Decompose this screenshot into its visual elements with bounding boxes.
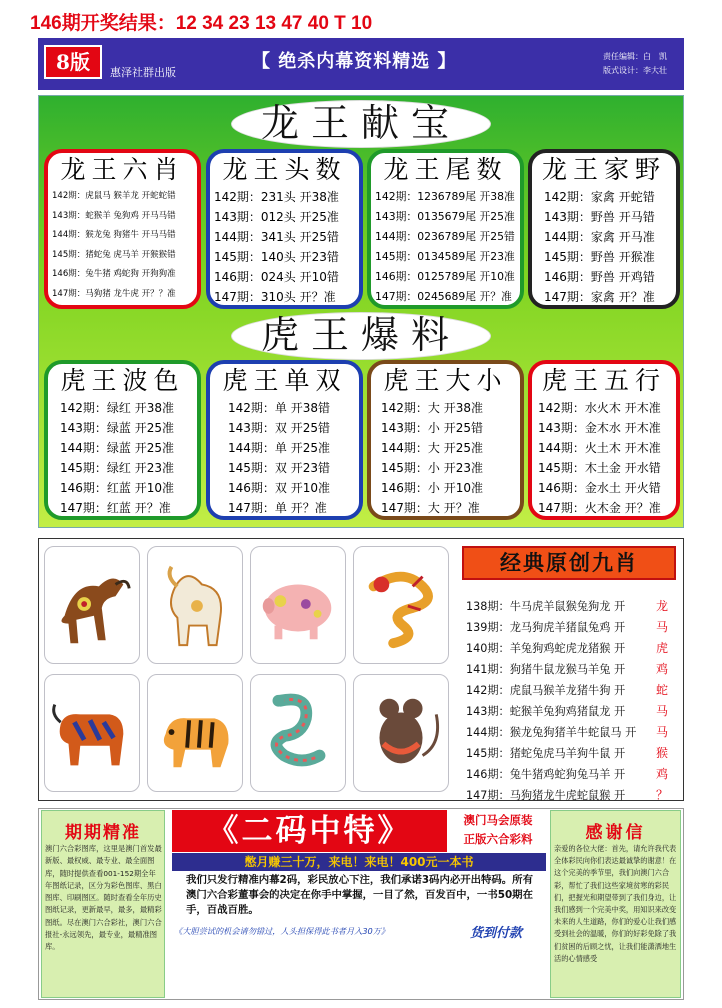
left-box-text: 澳门六合彩图库，这里是澳门首发最新版、最权威、最专业、最全面图库，随时提供查看001-152期全年年图纸记录，区分为彩色图库、黑白图库、印刷图区。随时查看全年历史图纸记录，更新最早，最多，最精彩图纸。尽在澳门六合彩社，澳门六合报社-永远领先，最专业，最精准图库。 [45, 844, 162, 952]
card-row: 144期：341头 开25错 [214, 230, 339, 244]
card-row: 142期：1236789尾 开38准 [375, 190, 515, 203]
card-row: 142期：231头 开38准 [214, 190, 339, 204]
card-row: 147期：大 开？准 [381, 501, 480, 515]
card-row: 143期：绿蓝 开25准 [60, 421, 174, 435]
jiuxiao-row-text: 143期：蛇猴羊兔狗鸡猪鼠龙 开 [466, 705, 626, 718]
header-title: 【 绝杀内幕资料精选 】 [252, 51, 457, 72]
promo-headline: 《二码中特》 [172, 810, 447, 852]
card-row: 145期：小 开23准 [381, 461, 483, 475]
card-row: 145期：猪蛇兔 虎马羊 开猴猴错 [52, 249, 176, 260]
jiuxiao-row-text: 147期：马狗猪龙牛虎蛇鼠猴 开 [466, 789, 626, 802]
card-row: 142期：单 开38错 [228, 401, 330, 415]
jiuxiao-row-text: 138期：牛马虎羊鼠猴兔狗龙 开 [466, 600, 626, 613]
jiuxiao-row-result: 龙 [656, 599, 669, 613]
pig-icon [250, 546, 346, 664]
card-row: 144期：绿蓝 开25准 [60, 441, 174, 455]
card-row: 146期：金水土 开火错 [538, 481, 661, 495]
card-row: 146期：024头 开10错 [214, 270, 339, 284]
list-item [466, 680, 676, 701]
list-item [466, 596, 676, 617]
list-item [466, 722, 676, 743]
card-row: 144期：单 开25准 [228, 441, 330, 455]
card-tiger-big-small [367, 360, 524, 520]
card-dragon-tail-number [367, 149, 524, 309]
card-row: 142期：大 开38准 [381, 401, 483, 415]
card-title: 龙王六肖 [60, 155, 185, 184]
jiuxiao-row-result: 鸡 [656, 767, 669, 781]
snake-icon [250, 674, 346, 792]
list-item [466, 617, 676, 638]
right-box-title: 感谢信 [585, 823, 646, 843]
card-row: 145期：双 开23错 [228, 461, 330, 475]
card-row: 147期：家禽 开？准 [544, 290, 655, 304]
card-row: 146期：兔牛猪 鸡蛇狗 开狗狗准 [52, 269, 176, 279]
card-title: 龙王尾数 [383, 155, 508, 184]
card-row: 143期：小 开25错 [381, 421, 483, 435]
card-tiger-odd-even [206, 360, 363, 520]
card-title: 虎王大小 [383, 366, 508, 395]
card-row: 145期：绿红 开23准 [60, 461, 174, 475]
jiuxiao-row-result: 马 [656, 704, 669, 718]
card-row: 145期：野兽 开猴准 [544, 250, 655, 264]
card-row: 144期：猴龙兔 狗猪牛 开马马错 [52, 230, 176, 240]
card-row: 145期：木土金 开水错 [538, 461, 661, 475]
jiuxiao-row-text: 144期：猴龙兔狗猪羊牛蛇鼠马 开 [466, 726, 637, 739]
list-item [466, 743, 676, 764]
ox-icon [44, 674, 140, 792]
card-title: 虎王五行 [541, 366, 666, 395]
card-row: 145期：140头 开23错 [214, 250, 339, 264]
card-row: 146期：双 开10准 [228, 481, 330, 495]
card-row: 147期：马狗猪 龙牛虎 开？？准 [52, 288, 176, 299]
editor-credit: 责任编辑：白 凯 [603, 52, 667, 61]
promo-footer: 《大胆尝试的机会请勿错过，人头担保得此书者月入30万》 [174, 926, 390, 936]
jiuxiao-title: 经典原创九肖 [462, 546, 676, 580]
jiuxiao-row-text: 146期：兔牛猪鸡蛇狗兔马羊 开 [466, 768, 626, 781]
jiuxiao-row-text: 141期：狗猪牛鼠龙猴马羊兔 开 [466, 663, 626, 676]
card-row: 146期：野兽 开鸡错 [544, 270, 655, 284]
card-row: 143期：蛇猴羊 兔狗鸡 开马马错 [52, 210, 176, 221]
card-row: 144期：0236789尾 开25错 [375, 230, 515, 243]
card-row: 147期：火木金 开？准 [538, 501, 661, 515]
card-dragon-domestic-wild [528, 149, 680, 309]
card-row: 142期：虎鼠马 猴羊龙 开蛇蛇错 [52, 191, 176, 201]
publisher-label: 惠泽社群出版 [110, 66, 176, 79]
horse-icon [44, 546, 140, 664]
section-title-tiger: 虎王爆料 [232, 313, 490, 359]
card-row: 144期：火土木 开木准 [538, 441, 661, 455]
card-title: 龙王头数 [222, 155, 347, 184]
card-row: 146期：红蓝 开10准 [60, 481, 174, 495]
card-row: 142期：水火木 开木准 [538, 401, 661, 415]
card-row: 146期：0125789尾 开10准 [375, 270, 515, 283]
list-item [466, 659, 676, 680]
draw-result: 146期开奖结果：12 34 23 13 47 40 T 10 [30, 13, 373, 34]
promo-side-label: 澳门马会原装 [463, 813, 533, 827]
jiuxiao-row-result: 马 [656, 725, 669, 739]
jiuxiao-row-result: 虎 [656, 641, 669, 655]
card-row: 142期：绿红 开38准 [60, 401, 174, 415]
card-row: 143期：012头 开25准 [214, 210, 339, 224]
card-title: 虎王波色 [60, 366, 185, 395]
card-row: 146期：小 开10准 [381, 481, 483, 495]
jiuxiao-row-text: 142期：虎鼠马猴羊龙猪牛狗 开 [466, 684, 626, 697]
card-title: 虎王单双 [222, 366, 347, 395]
left-box-title: 期期精准 [65, 823, 141, 843]
list-item [466, 764, 676, 785]
tiger-icon [147, 674, 243, 792]
section-title-dragon: 龙王献宝 [232, 101, 490, 147]
jiuxiao-row-text: 139期：龙马狗虎羊猪鼠兔鸡 开 [466, 621, 626, 634]
card-tiger-color [44, 360, 201, 520]
goat-icon [147, 546, 243, 664]
designer-credit: 版式设计：李大壮 [603, 66, 667, 75]
card-row: 147期：310头 开？准 [214, 290, 336, 304]
jiuxiao-list [466, 596, 676, 806]
card-row: 143期：双 开25错 [228, 421, 330, 435]
jiuxiao-row-text: 140期：羊兔狗鸡蛇虎龙猪猴 开 [466, 642, 626, 655]
rat-icon [353, 674, 449, 792]
list-item [466, 785, 676, 806]
list-item [466, 701, 676, 722]
jiuxiao-row-result: 猴 [656, 746, 669, 760]
promo-body: 我们只发行精准内幕2码，彩民放心下注，我们承诺3码内必开出特码。所有澳门六合彩董事会的决定在你手中掌握，一目了然，百发百中，一书50期在手，百战百胜。 [186, 874, 533, 916]
card-row: 145期：0134589尾 开23准 [375, 250, 515, 263]
card-row: 142期：家禽 开蛇错 [544, 190, 655, 204]
card-tiger-five-elements [528, 360, 680, 520]
card-row: 147期：红蓝 开？准 [60, 501, 171, 515]
card-dragon-six-zodiac [44, 149, 201, 309]
jiuxiao-row-result: 蛇 [656, 683, 669, 697]
card-row: 143期：0135679尾 开25准 [375, 210, 515, 223]
card-row: 143期：金木水 开木准 [538, 421, 661, 435]
card-row: 144期：大 开25准 [381, 441, 483, 455]
jiuxiao-row-text: 145期：猪蛇兔虎马羊狗牛鼠 开 [466, 747, 626, 760]
jiuxiao-row-result: 鸡 [656, 662, 669, 676]
card-row: 147期：单 开？准 [228, 501, 327, 515]
card-title: 龙王家野 [541, 155, 666, 184]
promo-side-label: 正版六合彩料 [463, 832, 533, 846]
list-item [466, 638, 676, 659]
dragon-icon [353, 546, 449, 664]
jiuxiao-row-result: ？ [656, 788, 669, 802]
jiuxiao-row-result: 马 [656, 620, 669, 634]
card-row: 147期：0245689尾 开？准 [375, 290, 512, 303]
promo-subline: 憋月赚三十万，来电！来电！400元一本书 [172, 853, 546, 871]
card-row: 144期：家禽 开马准 [544, 230, 655, 244]
edition-badge: 8版 [44, 45, 102, 79]
card-row: 143期：野兽 开马错 [544, 210, 655, 224]
right-box-text: 亲爱的各位大佬：首先，请允许我代表全体彩民向你们表达最诚挚的谢意！在这个完美的季节里，我们向澳门六合彩，帮忙了我们这些家境贫寒的彩民们，把握光和期望带到了我们身边，让我们感到一个完美中奖，用知识来改变未来的人生道路，你们的爱心让我们感受到社会的温暖，你们的好彩免除了我们贫困的后顾之忧，让我们能潇洒地生活的心情感受 [554, 844, 677, 963]
cash-on-delivery-label: 货到付款 [470, 926, 523, 941]
card-dragon-head-number [206, 149, 363, 309]
